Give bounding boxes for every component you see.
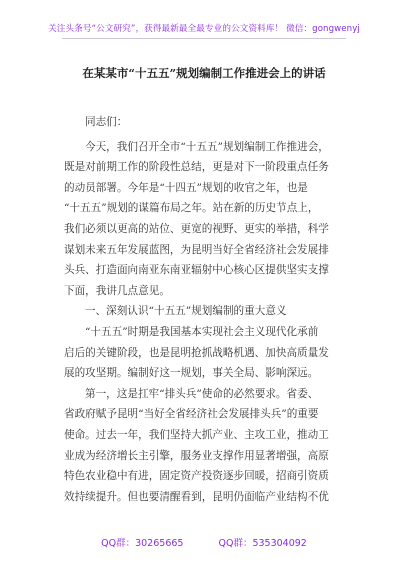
- body-line: 今天，我们召开全市“十五五”规划编制工作推进会，: [85, 140, 329, 153]
- body-line: 业成为经济增长主引擎，服务业支撑作用显著增强，高原: [64, 449, 329, 462]
- body-line: 谋划未来五年发展蓝图，为昆明当好全省经济社会发展排: [64, 243, 329, 256]
- body-line: 使命。过去一年，我们坚持大抓产业、主攻工业，推动工: [64, 428, 329, 441]
- body-line: “十五五”规划的谋篇布局之年。站在新的历史节点上，: [64, 202, 319, 215]
- body-line: 头兵、打造面向南亚东南亚辐射中心核心区提供坚实支撑: [64, 264, 329, 277]
- body-line: 省政府赋予昆明“当好全省经济社会发展排头兵”的重要: [64, 408, 319, 421]
- footer-qq-group-2: QQ群：535304092: [218, 538, 307, 549]
- salutation: 同志们：: [85, 116, 128, 128]
- body-line: 的动员部署。今年是“十四五”规划的收官之年，也是: [64, 181, 308, 194]
- body-line: 展的攻坚期。编制好这一规划，事关全局、影响深远。: [64, 367, 319, 380]
- section-heading: 一、深刻认识“十五五”规划编制的重大意义: [85, 305, 287, 318]
- footer-qq-group-1: QQ群：30265665: [101, 538, 184, 549]
- document-title: 在某某市“十五五”规划编制工作推进会上的讲话: [82, 66, 326, 80]
- footer-contact: [0, 535, 408, 549]
- body-line: 特色农业稳中有进，固定资产投资逐步回暖，招商引资质: [64, 470, 329, 483]
- header-promo-text: 关注头条号“公文研究”，获得最新最全最专业的公文资料库！ 微信：gongwenyj: [48, 24, 360, 34]
- header-divider: [62, 38, 346, 39]
- body-line: 下面，我讲几点意见。: [64, 284, 170, 297]
- body-line: 既是对前期工作的阶段性总结，更是对下一阶段重点任务: [64, 161, 329, 174]
- body-line: 启后的关键阶段，也是昆明抢抓战略机遇、加快高质量发: [64, 346, 329, 359]
- document-body: [64, 112, 349, 507]
- body-line: “十五五”时期是我国基本实现社会主义现代化承前: [85, 325, 319, 338]
- body-line: 效持续提升。但也要清醒看到，昆明仍面临产业结构不优: [64, 490, 329, 503]
- body-line: 第一，这是扛牢“排头兵”使命的必然要求。省委、: [85, 387, 319, 400]
- body-line: 我们必须以更高的站位、更宽的视野、更实的举措，科学: [64, 222, 329, 235]
